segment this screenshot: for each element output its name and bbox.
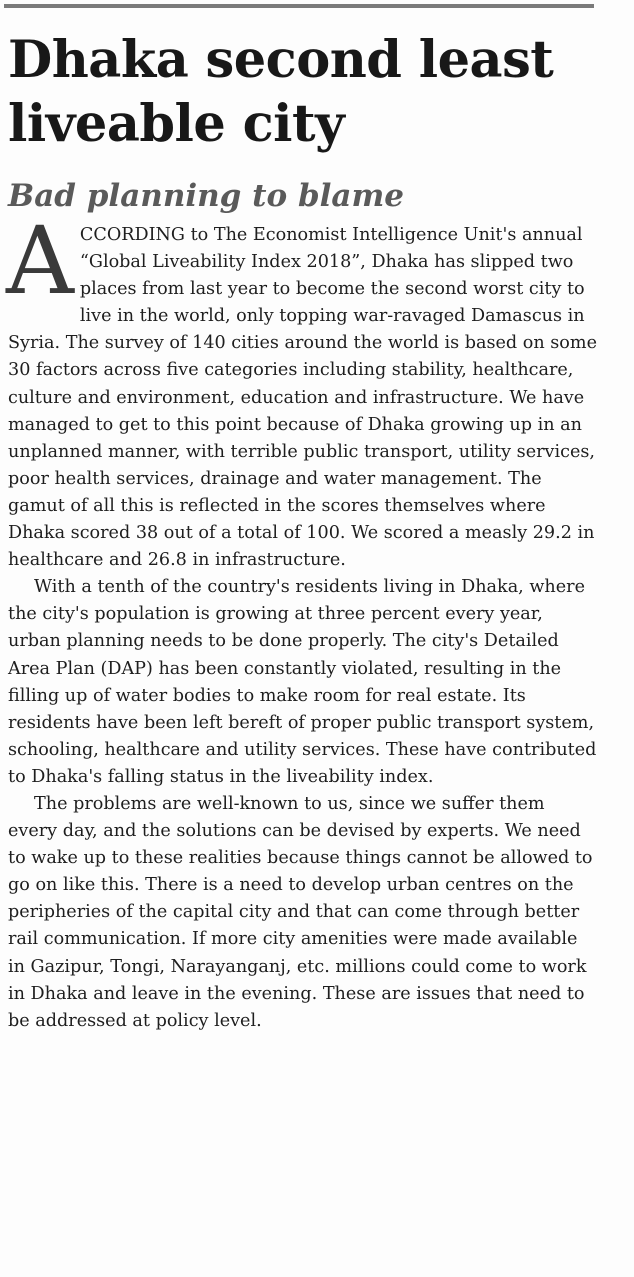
- editorial-article: [8, 28, 598, 1035]
- paragraph-2: With a tenth of the country's residents living in Dhaka, where the city's population is growing at three percent every year, urban planning needs to be done properly. The city's Detailed Area Plan (DAP) has been constantly violated, resulting in the filling up of water bodies to make room for real estate. Its residents have been left bereft of proper public transport system, schooling, healthcare and utility services. These have contributed to Dhaka's falling status in the liveability index.: [8, 577, 597, 787]
- article-headline: Dhaka second least liveable city: [8, 30, 554, 154]
- paragraph-3: The problems are well-known to us, since we suffer them every day, and the solutions can be devised by experts. We need to wake up to these realities because things cannot be allowed to go on like this. There is a need to develop urban centres on the peripheries of the capital city and that can come through better rail communication. If more city amenities were made available in Gazipur, Tongi, Narayanganj, etc. millions could come to work in Dhaka and leave in the evening. These are issues that need to be addressed at policy level.: [8, 793, 593, 1031]
- article-body: [6, 207, 598, 1035]
- paragraph-1: [6, 207, 598, 574]
- drop-cap-letter: A: [6, 207, 74, 316]
- paragraph-1-text: CCORDING to The Economist Intelligence Unit's annual “Global Liveability Index 2018”, Dhaka has slipped two places from last year to become the second worst city to live in the world, only topping war-ravaged Damascus in Syria. The survey of 140 cities around the world is based on some 30 factors across five categories including stability, healthcare, culture and environment, education and infrastructure. We have managed to get to this point because of Dhaka growing up in an unplanned manner, with terrible public transport, utility services, poor health services, drainage and water management. The gamut of all this is reflected in the scores themselves where Dhaka scored 38 out of a total of 100. We scored a measly 29.2 in healthcare and 26.8 in infrastructure.: [8, 225, 597, 571]
- top-divider: [4, 4, 594, 8]
- article-subheadline: Bad planning to blame: [8, 178, 405, 214]
